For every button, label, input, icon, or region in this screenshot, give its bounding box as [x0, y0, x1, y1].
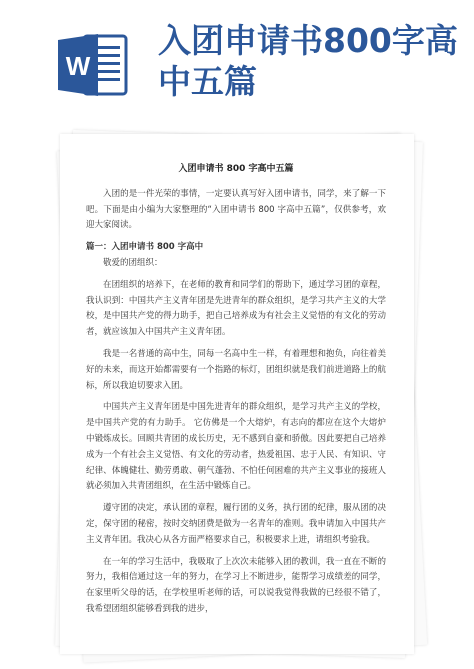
- document-title: 入团申请书800字高中五篇: [158, 21, 458, 101]
- body-paragraph: 我是一名普通的高中生，同每一名高中生一样，有着理想和抱负，向往着美好的未来，而这开始都需要有一个指路的标灯，团组织就是我们前进道路上的航标，所以我迫切要求入团。: [86, 348, 386, 391]
- document-heading: 入团申请书 800 字高中五篇: [178, 164, 294, 174]
- body-paragraph: 遵守团的决定，承认团的章程，履行团的义务，执行团的纪律，服从团的决定，保守团的秘密，按时交纳团费是做为一名青年的准则。我申请加入中国共产主义青年团。我决心从各方面严格要求自己，积极要求上进，请组织考验我。: [86, 503, 386, 545]
- section-heading: 篇一：入团申请书 800 字高中: [86, 242, 204, 253]
- svg-text:W: W: [65, 51, 91, 81]
- header: [0, 0, 474, 122]
- document-body: [86, 162, 386, 624]
- body-paragraph: 中国共产主义青年团是中国先进青年的群众组织，是学习共产主义的学校，是中国共产党的有力助手。 它仿佛是一个大熔炉，有志向的都应在这个大熔炉中锻炼成长。回顾共青团的成长历史，无不感到自豪和骄傲。因此要把自己培养成为一个有社会主义觉悟、有文化的劳动者，热爱祖国、忠于人民、有知识、守纪律、体魄健壮、勤劳勇敢、朝气蓬勃、不怕任何困难的共产主义事业的接班人就必须加入共青团组织，在生活中锻炼自己。: [86, 402, 386, 492]
- greeting: 敬爱的团组织：: [103, 257, 163, 268]
- intro-paragraph: 入团的是一件光荣的事情，一定要认真写好入团申请书，同学，来了解一下吧。下面是由小编为大家整理的“入团申请书 800 字高中五篇”，仅供参考，欢迎大家阅读。: [86, 188, 386, 231]
- body-paragraph: 在一年的学习生活中，我吸取了上次次未能够入团的教训，我一直在不断的努力，我相信通过这一年的努力，在学习上不断进步，能帮学习成绩差的同学，在家里听父母的话，在学校里听老师的话，可以说我觉得我做的已经很不错了，我希望团组织能够看到我的进步，: [86, 556, 386, 614]
- body-paragraph: 在团组织的培养下，在老师的教育和同学们的帮助下，通过学习团的章程，我认识到：中国共产主义青年团是先进青年的群众组织，是学习共产主义的大学校，是中国共产党的得力助手，把自己培养成为有社会主义觉悟的有文化的劳动者，就应该加入中国共产主义青年团。: [86, 279, 386, 338]
- word-document-icon: [58, 32, 130, 98]
